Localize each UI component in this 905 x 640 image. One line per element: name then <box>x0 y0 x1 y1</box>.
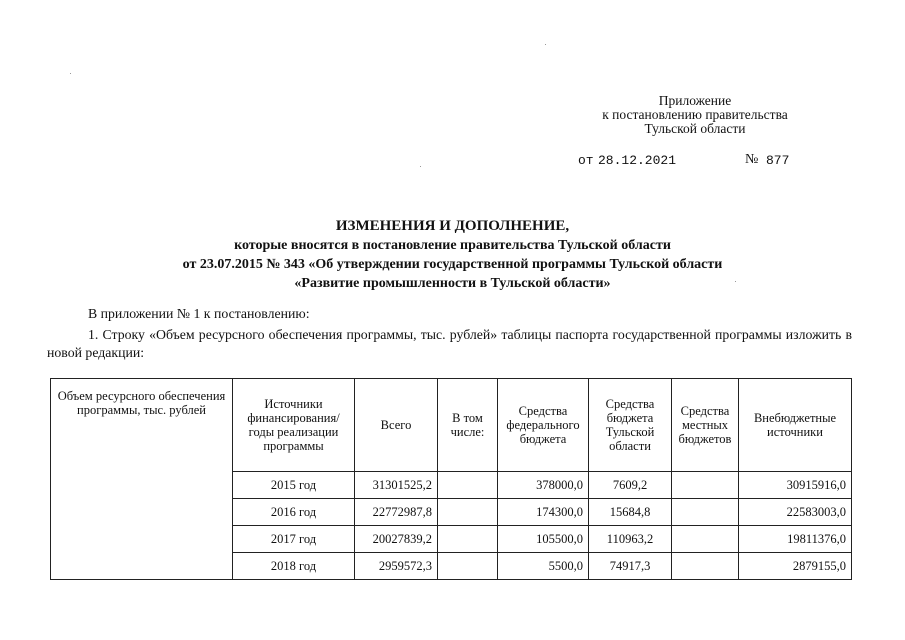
total-cell: 22772987,8 <box>355 499 438 526</box>
federal-cell: 174300,0 <box>498 499 589 526</box>
resource-volume-header: Объем ресурсного обеспечения программы, тыс. рублей <box>51 379 233 580</box>
regional-cell: 110963,2 <box>589 526 672 553</box>
including-cell <box>438 526 498 553</box>
number-label: № <box>745 152 759 167</box>
year-cell: 2018 год <box>233 553 355 580</box>
total-cell: 20027839,2 <box>355 526 438 553</box>
title-line-1: ИЗМЕНЕНИЯ И ДОПОЛНЕНИЕ, <box>335 218 570 234</box>
attachment-block <box>560 94 830 136</box>
funding-table <box>50 378 852 580</box>
federal-cell: 105500,0 <box>498 526 589 553</box>
local-cell <box>672 553 739 580</box>
federal-cell: 5500,0 <box>498 553 589 580</box>
title-line-4: «Развитие промышленности в Тульской области» <box>294 276 611 291</box>
document-number: 877 <box>766 153 790 168</box>
extrabudget-cell: 2879155,0 <box>739 553 852 580</box>
document-title <box>0 217 905 293</box>
regional-cell: 15684,8 <box>589 499 672 526</box>
year-cell: 2015 год <box>233 472 355 499</box>
regional-header: Средства бюджета Тульской области <box>589 379 672 472</box>
including-cell <box>438 499 498 526</box>
extrabudget-header: Внебюджетные источники <box>739 379 852 472</box>
including-cell <box>438 472 498 499</box>
date-label: от <box>578 153 594 168</box>
including-header: В том числе: <box>438 379 498 472</box>
including-cell <box>438 553 498 580</box>
extrabudget-cell: 19811376,0 <box>739 526 852 553</box>
local-cell <box>672 472 739 499</box>
document-date: 28.12.2021 <box>598 153 677 168</box>
local-header: Средства местных бюджетов <box>672 379 739 472</box>
title-line-2: которые вносятся в постановление правительства Тульской области <box>234 238 671 253</box>
year-cell: 2016 год <box>233 499 355 526</box>
extrabudget-cell: 30915916,0 <box>739 472 852 499</box>
federal-header: Средства федерального бюджета <box>498 379 589 472</box>
extrabudget-cell: 22583003,0 <box>739 499 852 526</box>
total-header: Всего <box>355 379 438 472</box>
intro-paragraph: В приложении № 1 к постановлению: <box>88 306 310 321</box>
regional-cell: 74917,3 <box>589 553 672 580</box>
total-cell: 31301525,2 <box>355 472 438 499</box>
attachment-line-1: Приложение <box>658 93 732 108</box>
sources-header: Источники финансирования/ годы реализации программы <box>233 379 355 472</box>
year-cell: 2017 год <box>233 526 355 553</box>
attachment-line-2: к постановлению правительства <box>602 107 788 122</box>
federal-cell: 378000,0 <box>498 472 589 499</box>
title-line-3: от 23.07.2015 № 343 «Об утверждении государственной программы Тульской области <box>182 257 723 272</box>
total-cell: 2959572,3 <box>355 553 438 580</box>
local-cell <box>672 499 739 526</box>
local-cell <box>672 526 739 553</box>
attachment-line-3: Тульской области <box>644 121 746 136</box>
table-header-row <box>51 379 852 472</box>
item-1-paragraph: 1. Строку «Объем ресурсного обеспечения программы, тыс. рублей» таблицы паспорта государственной программы изложить в новой редакции: <box>47 327 852 360</box>
regional-cell: 7609,2 <box>589 472 672 499</box>
